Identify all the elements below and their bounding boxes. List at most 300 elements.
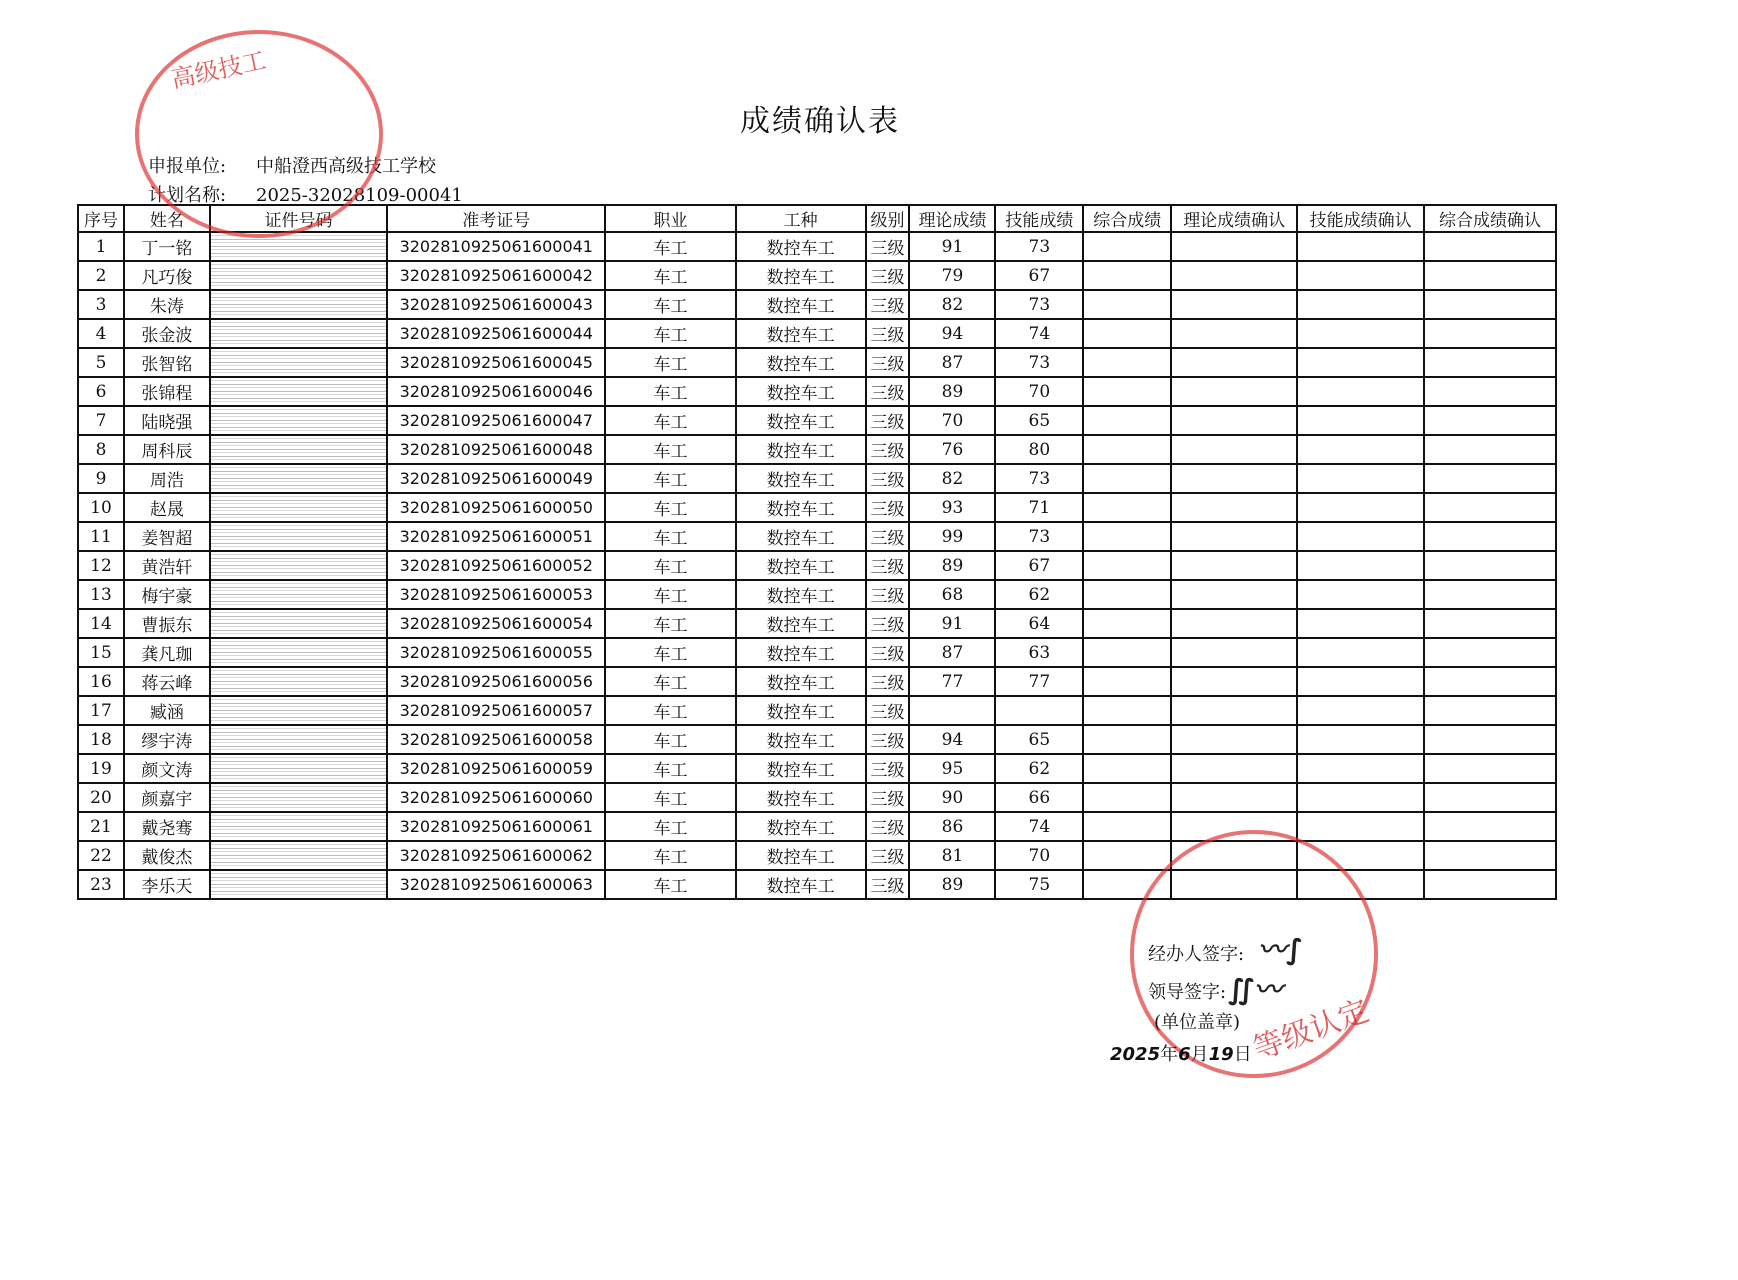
column-header: 理论成绩确认	[1171, 205, 1297, 232]
row-composite-confirm	[1424, 580, 1556, 609]
row-skill-score: 73	[995, 522, 1083, 551]
row-theory-confirm	[1171, 522, 1297, 551]
row-job-type: 数控车工	[736, 812, 866, 841]
row-composite-confirm	[1424, 435, 1556, 464]
row-composite-score	[1083, 667, 1171, 696]
row-level: 三级	[866, 522, 910, 551]
row-name: 陆晓强	[124, 406, 210, 435]
row-exam-number: 3202810925061600044	[387, 319, 605, 348]
table-body	[78, 232, 1556, 899]
row-theory-confirm	[1171, 754, 1297, 783]
row-skill-confirm	[1297, 580, 1424, 609]
page-title: 成绩确认表	[740, 104, 900, 139]
row-level: 三级	[866, 783, 910, 812]
row-theory-confirm	[1171, 290, 1297, 319]
table-row	[78, 464, 1556, 493]
row-composite-confirm	[1424, 406, 1556, 435]
row-composite-score	[1083, 754, 1171, 783]
row-occupation: 车工	[605, 464, 736, 493]
row-job-type: 数控车工	[736, 551, 866, 580]
row-exam-number: 3202810925061600061	[387, 812, 605, 841]
row-theory-confirm	[1171, 464, 1297, 493]
row-skill-confirm	[1297, 522, 1424, 551]
row-skill-score: 70	[995, 377, 1083, 406]
table-row	[78, 290, 1556, 319]
row-job-type: 数控车工	[736, 841, 866, 870]
row-occupation: 车工	[605, 638, 736, 667]
date-month: 6	[1178, 1044, 1191, 1065]
row-seq: 19	[78, 754, 124, 783]
row-composite-confirm	[1424, 348, 1556, 377]
row-id-redacted	[210, 551, 388, 580]
row-skill-score: 74	[995, 319, 1083, 348]
row-job-type: 数控车工	[736, 348, 866, 377]
row-name: 梅宇豪	[124, 580, 210, 609]
row-occupation: 车工	[605, 319, 736, 348]
row-name: 蒋云峰	[124, 667, 210, 696]
row-job-type: 数控车工	[736, 754, 866, 783]
row-composite-confirm	[1424, 841, 1556, 870]
column-header: 职业	[605, 205, 736, 232]
sign-date	[1110, 1040, 1252, 1066]
row-id-redacted	[210, 319, 388, 348]
column-header: 工种	[736, 205, 866, 232]
row-exam-number: 3202810925061600053	[387, 580, 605, 609]
row-name: 戴尧骞	[124, 812, 210, 841]
row-seq: 5	[78, 348, 124, 377]
row-skill-score: 67	[995, 261, 1083, 290]
row-theory-confirm	[1171, 377, 1297, 406]
row-exam-number: 3202810925061600048	[387, 435, 605, 464]
row-composite-score	[1083, 290, 1171, 319]
row-skill-score: 66	[995, 783, 1083, 812]
column-header: 姓名	[124, 205, 210, 232]
row-skill-confirm	[1297, 667, 1424, 696]
row-theory-confirm	[1171, 435, 1297, 464]
row-occupation: 车工	[605, 783, 736, 812]
row-theory-confirm	[1171, 551, 1297, 580]
row-exam-number: 3202810925061600060	[387, 783, 605, 812]
row-id-redacted	[210, 348, 388, 377]
declaring-unit-label: 申报单位:	[148, 156, 227, 177]
row-skill-confirm	[1297, 725, 1424, 754]
row-skill-confirm	[1297, 377, 1424, 406]
row-level: 三级	[866, 812, 910, 841]
row-composite-score	[1083, 377, 1171, 406]
row-id-redacted	[210, 667, 388, 696]
row-composite-score	[1083, 841, 1171, 870]
plan-name-value: 2025-32028109-00041	[256, 185, 463, 206]
table-row	[78, 348, 1556, 377]
handler-signature-label: 经办人签字:	[1148, 944, 1245, 965]
row-composite-score	[1083, 783, 1171, 812]
row-seq: 23	[78, 870, 124, 899]
column-header: 准考证号	[387, 205, 605, 232]
row-occupation: 车工	[605, 580, 736, 609]
row-theory-score: 68	[909, 580, 995, 609]
row-level: 三级	[866, 609, 910, 638]
row-seq: 4	[78, 319, 124, 348]
row-occupation: 车工	[605, 232, 736, 261]
table-row	[78, 493, 1556, 522]
row-theory-score: 99	[909, 522, 995, 551]
row-occupation: 车工	[605, 290, 736, 319]
table-row	[78, 754, 1556, 783]
row-composite-confirm	[1424, 667, 1556, 696]
row-id-redacted	[210, 609, 388, 638]
row-job-type: 数控车工	[736, 725, 866, 754]
row-occupation: 车工	[605, 725, 736, 754]
row-composite-confirm	[1424, 377, 1556, 406]
column-header: 级别	[866, 205, 910, 232]
row-composite-confirm	[1424, 522, 1556, 551]
row-composite-score	[1083, 493, 1171, 522]
row-theory-confirm	[1171, 696, 1297, 725]
row-name: 赵晟	[124, 493, 210, 522]
table-row	[78, 551, 1556, 580]
row-composite-confirm	[1424, 783, 1556, 812]
row-skill-confirm	[1297, 232, 1424, 261]
row-exam-number: 3202810925061600059	[387, 754, 605, 783]
row-composite-score	[1083, 435, 1171, 464]
row-level: 三级	[866, 841, 910, 870]
date-month-unit: 月	[1190, 1044, 1209, 1065]
row-skill-score: 67	[995, 551, 1083, 580]
row-theory-score: 91	[909, 609, 995, 638]
row-exam-number: 3202810925061600054	[387, 609, 605, 638]
row-composite-confirm	[1424, 609, 1556, 638]
table-row	[78, 580, 1556, 609]
row-occupation: 车工	[605, 667, 736, 696]
row-id-redacted	[210, 261, 388, 290]
row-job-type: 数控车工	[736, 464, 866, 493]
row-name: 臧涵	[124, 696, 210, 725]
row-skill-score: 71	[995, 493, 1083, 522]
row-id-redacted	[210, 638, 388, 667]
row-composite-confirm	[1424, 319, 1556, 348]
row-level: 三级	[866, 435, 910, 464]
red-seal-bottom-text: 等级认定	[1248, 993, 1374, 1068]
declaring-unit-value: 中船澄西高级技工学校	[256, 156, 436, 177]
row-occupation: 车工	[605, 406, 736, 435]
row-exam-number: 3202810925061600042	[387, 261, 605, 290]
row-theory-confirm	[1171, 580, 1297, 609]
row-skill-confirm	[1297, 348, 1424, 377]
row-exam-number: 3202810925061600063	[387, 870, 605, 899]
row-level: 三级	[866, 319, 910, 348]
row-skill-confirm	[1297, 783, 1424, 812]
row-skill-score: 73	[995, 290, 1083, 319]
row-occupation: 车工	[605, 609, 736, 638]
row-level: 三级	[866, 754, 910, 783]
table-row	[78, 667, 1556, 696]
row-job-type: 数控车工	[736, 435, 866, 464]
row-level: 三级	[866, 377, 910, 406]
row-skill-score: 63	[995, 638, 1083, 667]
row-theory-score: 89	[909, 551, 995, 580]
row-skill-score: 65	[995, 725, 1083, 754]
row-exam-number: 3202810925061600052	[387, 551, 605, 580]
table-row	[78, 406, 1556, 435]
row-level: 三级	[866, 261, 910, 290]
row-theory-confirm	[1171, 667, 1297, 696]
row-composite-score	[1083, 348, 1171, 377]
date-year-unit: 年	[1160, 1044, 1179, 1065]
row-skill-confirm	[1297, 406, 1424, 435]
row-skill-confirm	[1297, 609, 1424, 638]
row-composite-score	[1083, 580, 1171, 609]
row-name: 周科辰	[124, 435, 210, 464]
row-exam-number: 3202810925061600062	[387, 841, 605, 870]
row-name: 李乐天	[124, 870, 210, 899]
row-composite-score	[1083, 261, 1171, 290]
row-occupation: 车工	[605, 696, 736, 725]
date-year: 2025	[1110, 1044, 1161, 1065]
row-exam-number: 3202810925061600055	[387, 638, 605, 667]
row-seq: 1	[78, 232, 124, 261]
row-occupation: 车工	[605, 435, 736, 464]
row-level: 三级	[866, 551, 910, 580]
row-theory-score: 81	[909, 841, 995, 870]
row-name: 戴俊杰	[124, 841, 210, 870]
row-composite-score	[1083, 609, 1171, 638]
row-theory-confirm	[1171, 261, 1297, 290]
row-id-redacted	[210, 812, 388, 841]
table-row	[78, 522, 1556, 551]
leader-signature-scrawl: ∬〰	[1228, 973, 1283, 1006]
row-level: 三级	[866, 638, 910, 667]
row-exam-number: 3202810925061600056	[387, 667, 605, 696]
row-theory-score: 89	[909, 870, 995, 899]
row-composite-confirm	[1424, 638, 1556, 667]
row-theory-score: 79	[909, 261, 995, 290]
row-seq: 3	[78, 290, 124, 319]
row-name: 颜文涛	[124, 754, 210, 783]
row-job-type: 数控车工	[736, 290, 866, 319]
column-header: 技能成绩确认	[1297, 205, 1424, 232]
row-theory-confirm	[1171, 348, 1297, 377]
row-composite-confirm	[1424, 870, 1556, 899]
row-name: 颜嘉宇	[124, 783, 210, 812]
row-skill-confirm	[1297, 435, 1424, 464]
row-seq: 21	[78, 812, 124, 841]
row-seq: 16	[78, 667, 124, 696]
row-seq: 22	[78, 841, 124, 870]
row-name: 黄浩轩	[124, 551, 210, 580]
row-theory-score: 91	[909, 232, 995, 261]
column-header: 技能成绩	[995, 205, 1083, 232]
row-theory-score: 77	[909, 667, 995, 696]
row-theory-confirm	[1171, 319, 1297, 348]
row-seq: 18	[78, 725, 124, 754]
row-theory-score: 95	[909, 754, 995, 783]
row-skill-confirm	[1297, 464, 1424, 493]
row-level: 三级	[866, 725, 910, 754]
row-theory-score: 87	[909, 638, 995, 667]
row-exam-number: 3202810925061600057	[387, 696, 605, 725]
row-theory-confirm	[1171, 609, 1297, 638]
table-row	[78, 435, 1556, 464]
row-seq: 8	[78, 435, 124, 464]
row-skill-confirm	[1297, 696, 1424, 725]
row-theory-score: 90	[909, 783, 995, 812]
row-id-redacted	[210, 870, 388, 899]
row-seq: 14	[78, 609, 124, 638]
row-skill-score: 73	[995, 348, 1083, 377]
row-exam-number: 3202810925061600058	[387, 725, 605, 754]
row-name: 张智铭	[124, 348, 210, 377]
row-skill-confirm	[1297, 638, 1424, 667]
row-composite-confirm	[1424, 493, 1556, 522]
column-header: 证件号码	[210, 205, 388, 232]
row-name: 曹振东	[124, 609, 210, 638]
row-skill-score	[995, 696, 1083, 725]
row-composite-score	[1083, 812, 1171, 841]
row-theory-score: 94	[909, 725, 995, 754]
row-occupation: 车工	[605, 841, 736, 870]
row-occupation: 车工	[605, 261, 736, 290]
row-composite-confirm	[1424, 232, 1556, 261]
row-theory-score: 89	[909, 377, 995, 406]
row-theory-confirm	[1171, 783, 1297, 812]
column-header: 综合成绩	[1083, 205, 1171, 232]
row-level: 三级	[866, 290, 910, 319]
row-skill-confirm	[1297, 812, 1424, 841]
row-occupation: 车工	[605, 493, 736, 522]
row-job-type: 数控车工	[736, 667, 866, 696]
row-job-type: 数控车工	[736, 261, 866, 290]
row-composite-score	[1083, 319, 1171, 348]
row-theory-score: 87	[909, 348, 995, 377]
row-job-type: 数控车工	[736, 783, 866, 812]
date-day-unit: 日	[1233, 1044, 1252, 1065]
row-name: 周浩	[124, 464, 210, 493]
row-level: 三级	[866, 348, 910, 377]
row-composite-score	[1083, 522, 1171, 551]
score-table	[77, 204, 1557, 900]
plan-name-label: 计划名称:	[148, 185, 227, 206]
row-seq: 6	[78, 377, 124, 406]
column-header: 理论成绩	[909, 205, 995, 232]
row-job-type: 数控车工	[736, 638, 866, 667]
row-skill-confirm	[1297, 551, 1424, 580]
row-occupation: 车工	[605, 522, 736, 551]
row-name: 张金波	[124, 319, 210, 348]
row-theory-confirm	[1171, 493, 1297, 522]
row-seq: 11	[78, 522, 124, 551]
row-name: 丁一铭	[124, 232, 210, 261]
row-id-redacted	[210, 783, 388, 812]
row-skill-confirm	[1297, 319, 1424, 348]
row-composite-score	[1083, 551, 1171, 580]
row-id-redacted	[210, 522, 388, 551]
row-name: 朱涛	[124, 290, 210, 319]
handler-signature-scrawl: 〰∫	[1258, 933, 1304, 966]
row-seq: 20	[78, 783, 124, 812]
row-level: 三级	[866, 232, 910, 261]
row-job-type: 数控车工	[736, 319, 866, 348]
row-job-type: 数控车工	[736, 232, 866, 261]
row-skill-score: 70	[995, 841, 1083, 870]
row-level: 三级	[866, 696, 910, 725]
row-id-redacted	[210, 696, 388, 725]
row-exam-number: 3202810925061600046	[387, 377, 605, 406]
row-occupation: 车工	[605, 348, 736, 377]
row-skill-confirm	[1297, 754, 1424, 783]
row-theory-confirm	[1171, 232, 1297, 261]
row-occupation: 车工	[605, 870, 736, 899]
table-row	[78, 725, 1556, 754]
table-row	[78, 696, 1556, 725]
row-job-type: 数控车工	[736, 580, 866, 609]
table-row	[78, 377, 1556, 406]
row-skill-score: 62	[995, 754, 1083, 783]
row-composite-confirm	[1424, 812, 1556, 841]
row-skill-score: 74	[995, 812, 1083, 841]
row-id-redacted	[210, 435, 388, 464]
row-skill-confirm	[1297, 290, 1424, 319]
row-skill-score: 73	[995, 232, 1083, 261]
row-level: 三级	[866, 870, 910, 899]
row-composite-confirm	[1424, 261, 1556, 290]
row-skill-score: 75	[995, 870, 1083, 899]
row-seq: 7	[78, 406, 124, 435]
row-id-redacted	[210, 493, 388, 522]
row-composite-score	[1083, 464, 1171, 493]
row-composite-confirm	[1424, 754, 1556, 783]
row-composite-score	[1083, 232, 1171, 261]
row-name: 缪宇涛	[124, 725, 210, 754]
table-row	[78, 783, 1556, 812]
row-skill-score: 64	[995, 609, 1083, 638]
row-skill-confirm	[1297, 493, 1424, 522]
row-exam-number: 3202810925061600043	[387, 290, 605, 319]
row-occupation: 车工	[605, 812, 736, 841]
row-seq: 15	[78, 638, 124, 667]
row-composite-confirm	[1424, 551, 1556, 580]
row-theory-score: 76	[909, 435, 995, 464]
row-theory-score: 86	[909, 812, 995, 841]
row-seq: 10	[78, 493, 124, 522]
table-row	[78, 812, 1556, 841]
row-job-type: 数控车工	[736, 522, 866, 551]
row-seq: 17	[78, 696, 124, 725]
row-theory-confirm	[1171, 725, 1297, 754]
row-id-redacted	[210, 754, 388, 783]
row-job-type: 数控车工	[736, 696, 866, 725]
row-id-redacted	[210, 377, 388, 406]
row-skill-score: 65	[995, 406, 1083, 435]
row-name: 龚凡珈	[124, 638, 210, 667]
row-exam-number: 320281092506160004​1	[387, 232, 605, 261]
row-name: 张锦程	[124, 377, 210, 406]
row-id-redacted	[210, 725, 388, 754]
row-id-redacted	[210, 580, 388, 609]
table-row	[78, 609, 1556, 638]
row-skill-score: 80	[995, 435, 1083, 464]
row-skill-score: 62	[995, 580, 1083, 609]
row-exam-number: 3202810925061600051	[387, 522, 605, 551]
row-skill-score: 73	[995, 464, 1083, 493]
row-level: 三级	[866, 464, 910, 493]
row-job-type: 数控车工	[736, 493, 866, 522]
row-job-type: 数控车工	[736, 377, 866, 406]
row-seq: 2	[78, 261, 124, 290]
table-row	[78, 261, 1556, 290]
row-exam-number: 3202810925061600047	[387, 406, 605, 435]
row-theory-score: 94	[909, 319, 995, 348]
row-composite-score	[1083, 406, 1171, 435]
